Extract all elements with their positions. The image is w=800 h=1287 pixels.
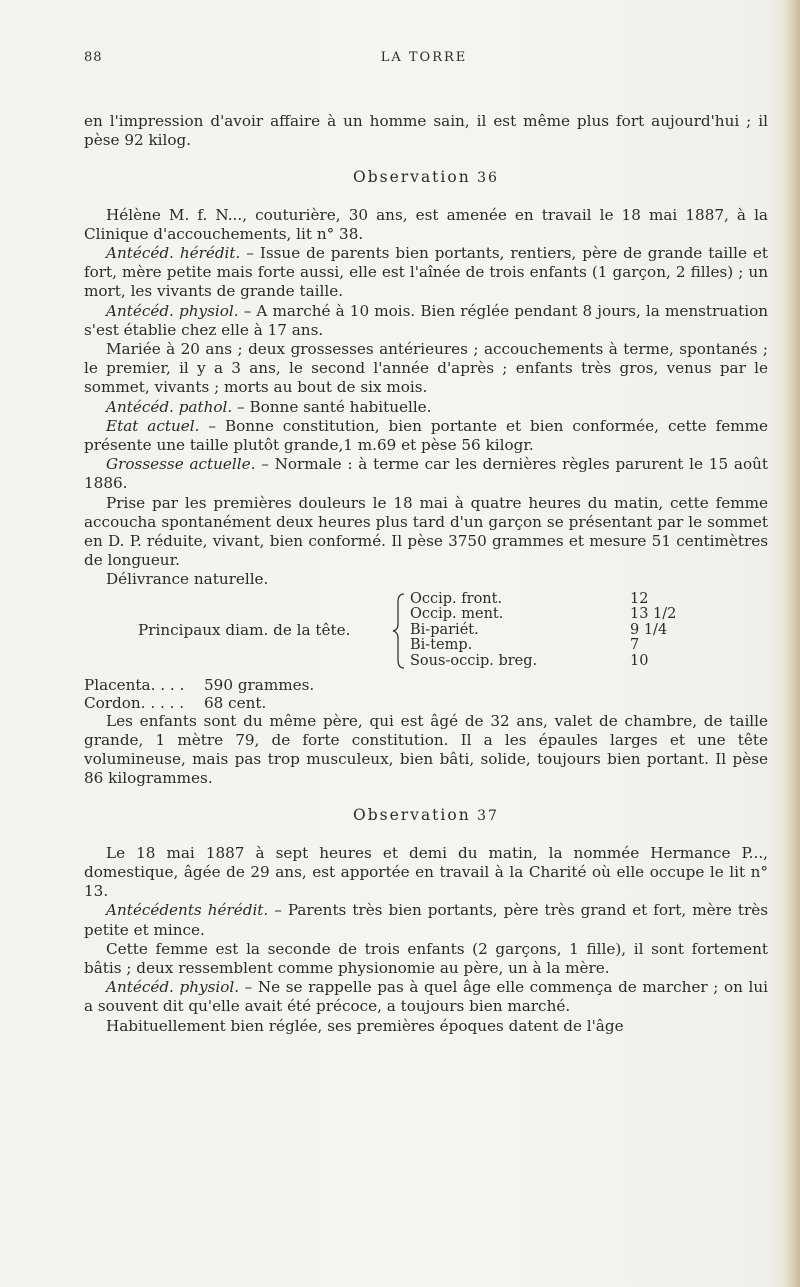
observation-36-title: Observation: [353, 168, 471, 187]
obs36-paragraph: Mariée à 20 ans ; deux grossesses antérieures ; accouchements à terme, spontanés ; le premier, il y a 3 ans, le second l'année d'après ; enfants très gros, venus par le sommet, vivants ; morts au bout de six mois.: [84, 340, 768, 397]
cordon-value: 68 cent.: [204, 693, 267, 712]
obs36-label: Antécéd. hérédit.: [106, 244, 241, 263]
cordon-row: [84, 694, 768, 712]
head-diameters: [138, 592, 768, 670]
obs36-label: Antécéd. physiol.: [106, 301, 239, 320]
brace-icon: [390, 592, 408, 670]
obs36-paragraph: Antécéd. pathol. – Bonne santé habituelle.: [106, 397, 432, 416]
obs36-paragraph: Prise par les premières douleurs le 18 mai à quatre heures du matin, cette femme accoucha spontanément deux heures plus tard d'un garçon se présentant par le sommet en D. P. réduite, vivant, bien conformé. Il pèse 3750 grammes et mesure 51 centimètres de longueur.: [84, 493, 768, 570]
observation-36-number: 36: [477, 170, 499, 187]
diameter-name: Occip. front.: [410, 590, 503, 607]
obs37-paragraph: Habituellement bien réglée, ses premières époques datent de l'âge: [106, 1016, 624, 1035]
page-number: 88: [84, 50, 103, 65]
obs36-closing: Les enfants sont du même père, qui est âgé de 32 ans, valet de chambre, de taille grande, 1 mètre 79, de forte constitution. Il a les épaules larges et une tête volumineuse, mais pas trop musculeux, bien bâti, solide, toujours bien portant. Il pèse 86 kilogrammes.: [84, 711, 768, 788]
obs37-paragraph: Le 18 mai 1887 à sept heures et demi du matin, la nommée Hermance P..., domestique, âgée de 29 ans, est apportée en travail à la Charité où elle occupe le lit n° 13.: [84, 843, 768, 901]
diameter-value: 12: [630, 590, 649, 607]
obs36-paragraph: Délivrance naturelle.: [106, 570, 269, 589]
obs36-paragraph: Antécéd. hérédit. – Issue de parents bien portants, rentiers, père de grande taille et fort, mère petite mais forte aussi, elle est l'aînée de trois enfants (1 garçon, 2 filles) ; un mort, les vivants de grande taille.: [84, 244, 768, 301]
placenta-value: 590 grammes.: [204, 675, 315, 694]
cordon-label: Cordon. . . . .: [84, 693, 185, 712]
observation-37-number: 37: [477, 808, 499, 825]
obs37-paragraph: Cette femme est la seconde de trois enfants (2 garçons, 1 fille), il sont fortement bâtis ; deux ressemblent comme physionomie au père, un à la mère.: [84, 939, 768, 977]
diameter-list: [410, 592, 690, 670]
placenta-row: [84, 676, 768, 694]
page-edge: [782, 0, 800, 1287]
obs36-paragraph: Grossesse actuelle. – Normale : à terme car les dernières règles parurent le 15 août 1886.: [84, 455, 768, 493]
diameter-name: Bi-pariét.: [410, 621, 479, 638]
observation-36-heading: [84, 168, 768, 188]
observation-37-title: Observation: [353, 806, 471, 825]
diameter-name: Bi-temp.: [410, 637, 473, 654]
observation-37-heading: [84, 806, 768, 826]
obs36-paragraph: Antécéd. physiol. – A marché à 10 mois. Bien réglée pendant 8 jours, la menstruation s'est établie chez elle à 17 ans.: [84, 301, 768, 339]
head-diameters-label: Principaux diam. de la tête.: [138, 621, 351, 640]
obs36-label: Antécéd. pathol.: [106, 397, 233, 416]
obs36-paragraph: Etat actuel. – Bonne constitution, bien portante et bien conformée, cette femme présente une taille plutôt grande,1 m.69 et pèse 56 kilogr.: [84, 416, 769, 455]
obs37-label: Antécédents hérédit.: [106, 901, 269, 920]
diameter-value: 13 1/2: [630, 606, 677, 623]
diameter-value: 9 1/4: [630, 621, 668, 638]
body-text: [84, 112, 768, 1036]
diameter-value: 7: [630, 637, 640, 654]
obs37-label: Antécéd. physiol.: [106, 978, 240, 997]
placenta-label: Placenta. . . .: [84, 675, 185, 694]
obs36-label: Etat actuel.: [106, 416, 200, 435]
obs37-paragraph: Antécédents hérédit. – Parents très bien portants, père très grand et fort, mère très petite et mince.: [84, 901, 768, 939]
obs36-label: Grossesse actuelle.: [106, 455, 256, 474]
diameter-value: 10: [630, 653, 649, 670]
diameter-name: Sous-occip. breg.: [410, 653, 538, 670]
diameter-name: Occip. ment.: [410, 606, 504, 623]
obs36-paragraph: Hélène M. f. N..., couturière, 30 ans, est amenée en travail le 18 mai 1887, à la Clinique d'accouchements, lit n° 38.: [84, 205, 768, 243]
intro-paragraph: en l'impression d'avoir affaire à un homme sain, il est même plus fort aujourd'hui ; il pèse 92 kilog.: [84, 112, 768, 150]
obs37-paragraph: Antécéd. physiol. – Ne se rappelle pas à quel âge elle commença de marcher ; on lui a souvent dit qu'elle avait été précoce, a toujours bien marché.: [84, 978, 768, 1016]
page-header: [84, 50, 764, 72]
running-head: LA TORRE: [380, 50, 468, 65]
